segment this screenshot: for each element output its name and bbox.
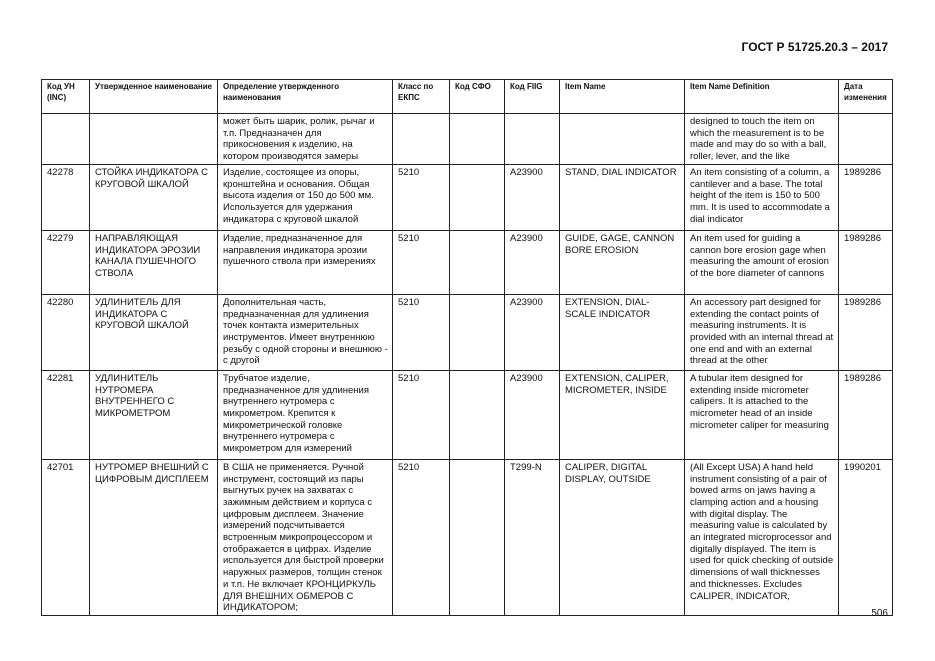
cell-change-date: 1989286 — [839, 370, 893, 459]
cell-approved-name: СТОЙКА ИНДИКАТОРА С КРУГОВОЙ ШКАЛОЙ — [90, 164, 218, 230]
cell-item-name: EXTENSION, DIAL-SCALE INDICATOR — [560, 294, 685, 370]
cell-approved-name: УДЛИНИТЕЛЬ ДЛЯ ИНДИКАТОРА С КРУГОВОЙ ШКАЛОЙ — [90, 294, 218, 370]
table-row — [42, 294, 893, 370]
col-header-inc: Код УН (INC) — [42, 80, 90, 114]
cell-change-date: 1989286 — [839, 294, 893, 370]
cell-ekps-class: 5210 — [393, 230, 450, 294]
col-header-sfo-code: Код СФО — [450, 80, 505, 114]
col-header-item-name: Item Name — [560, 80, 685, 114]
cell-inc: 42280 — [42, 294, 90, 370]
table-row — [42, 230, 893, 294]
table-row — [42, 459, 893, 615]
cell-inc: 42281 — [42, 370, 90, 459]
cell-item-name-definition: A tubular item designed for extending inside micrometer calipers. It is attached to the micrometer head of an inside micrometer caliper for measuring — [685, 370, 839, 459]
cell-definition: Изделие, предназначенное для направления индикатора эрозии пушечного ствола при измерениях — [218, 230, 393, 294]
cell-sfo-code — [450, 230, 505, 294]
cell-inc — [42, 114, 90, 165]
cell-ekps-class: 5210 — [393, 164, 450, 230]
col-header-item-name-definition: Item Name Definition — [685, 80, 839, 114]
cell-change-date: 1989286 — [839, 164, 893, 230]
cell-definition: может быть шарик, ролик, рычаг и т.п. Предназначен для прикосновения к изделию, на котором производятся замеры — [218, 114, 393, 165]
cell-sfo-code — [450, 370, 505, 459]
cell-item-name: GUIDE, GAGE, CANNON BORE EROSION — [560, 230, 685, 294]
cell-sfo-code — [450, 114, 505, 165]
cell-approved-name: НАПРАВЛЯЮЩАЯ ИНДИКАТОРА ЭРОЗИИ КАНАЛА ПУШЕЧНОГО СТВОЛА — [90, 230, 218, 294]
col-header-approved-name: Утвержденное наименование — [90, 80, 218, 114]
cell-item-name-definition: (All Except USA) A hand held instrument consisting of a pair of bowed arms on jaws having a clamping action and a housing with digital display. The measuring value is calculated by an integrated microprocessor and digitally displayed. The item is used for quick checking of outside dimensions of wall thicknesses and thicknesses. Excludes CALIPER, INDICATOR, — [685, 459, 839, 615]
col-header-change-date: Дата изменения — [839, 80, 893, 114]
cell-fiig-code: A23900 — [505, 230, 560, 294]
cell-ekps-class — [393, 114, 450, 165]
cell-fiig-code: A23900 — [505, 294, 560, 370]
cell-approved-name: НУТРОМЕР ВНЕШНИЙ С ЦИФРОВЫМ ДИСПЛЕЕМ — [90, 459, 218, 615]
cell-inc: 42279 — [42, 230, 90, 294]
cell-definition: Дополнительная часть, предназначенная для удлинения точек контакта измерительных инструментов. Имеет внутреннюю резьбу с одной стороны и внешнюю - с другой — [218, 294, 393, 370]
cell-change-date: 1990201 — [839, 459, 893, 615]
cell-sfo-code — [450, 164, 505, 230]
cell-definition: Изделие, состоящее из опоры, кронштейна и основания. Общая высота изделия от 150 до 500 мм. Используется для удержания индикатора с круговой шкалой — [218, 164, 393, 230]
cell-item-name — [560, 114, 685, 165]
cell-ekps-class: 5210 — [393, 294, 450, 370]
col-header-fiig-code: Код FIIG — [505, 80, 560, 114]
cell-sfo-code — [450, 459, 505, 615]
cell-item-name-definition: An item consisting of a column, a cantilever and a base. The total height of the item is 150 to 500 mm. It is used to accommodate a dial indicator — [685, 164, 839, 230]
cell-sfo-code — [450, 294, 505, 370]
cell-ekps-class: 5210 — [393, 370, 450, 459]
table-header-row — [42, 80, 893, 114]
cell-inc: 42278 — [42, 164, 90, 230]
cell-item-name-definition: designed to touch the item on which the measurement is to be made and may do so with a ball, roller, lever, and the like — [685, 114, 839, 165]
cell-definition: В США не применяется. Ручной инструмент, состоящий из пары выгнутых ручек на захватах с зажимным действием и корпуса с цифровым дисплеем. Значение измерений подсчитывается встроенным микропроцессором и отображается в цифрах. Изделие используется для быстрой проверки наружных размеров, толщин стенок и т.п. Не включает КРОНЦИРКУЛЬ ДЛЯ ВНЕШНИХ ОБМЕРОВ С ИНДИКАТОРОМ; — [218, 459, 393, 615]
table-row — [42, 370, 893, 459]
cell-approved-name — [90, 114, 218, 165]
cell-ekps-class: 5210 — [393, 459, 450, 615]
table-row — [42, 114, 893, 165]
cell-approved-name: УДЛИНИТЕЛЬ НУТРОМЕРА ВНУТРЕННЕГО С МИКРОМЕТРОМ — [90, 370, 218, 459]
cell-definition: Трубчатое изделие, предназначенное для удлинения внутреннего нутромера с микрометром. Крепится к микрометрической головке внутреннего нутромера с микрометром для измерений — [218, 370, 393, 459]
table-row — [42, 164, 893, 230]
cell-item-name: EXTENSION, CALIPER, MICROMETER, INSIDE — [560, 370, 685, 459]
nomenclature-table — [41, 79, 893, 616]
cell-fiig-code: T299-N — [505, 459, 560, 615]
page-number: 506 — [871, 608, 888, 619]
cell-fiig-code: A23900 — [505, 370, 560, 459]
cell-item-name: STAND, DIAL INDICATOR — [560, 164, 685, 230]
cell-fiig-code: A23900 — [505, 164, 560, 230]
document-code: ГОСТ Р 51725.20.3 – 2017 — [741, 40, 888, 54]
cell-change-date: 1989286 — [839, 230, 893, 294]
cell-item-name: CALIPER, DIGITAL DISPLAY, OUTSIDE — [560, 459, 685, 615]
col-header-ekps-class: Класс по ЕКПС — [393, 80, 450, 114]
cell-inc: 42701 — [42, 459, 90, 615]
cell-item-name-definition: An item used for guiding a cannon bore erosion gage when measuring the amount of erosion of the bore diameter of cannons — [685, 230, 839, 294]
cell-fiig-code — [505, 114, 560, 165]
cell-item-name-definition: An accessory part designed for extending the contact points of measuring instruments. It is provided with an internal thread at one end and with an external thread at the other — [685, 294, 839, 370]
cell-change-date — [839, 114, 893, 165]
col-header-definition: Определение утвержденного наименования — [218, 80, 393, 114]
